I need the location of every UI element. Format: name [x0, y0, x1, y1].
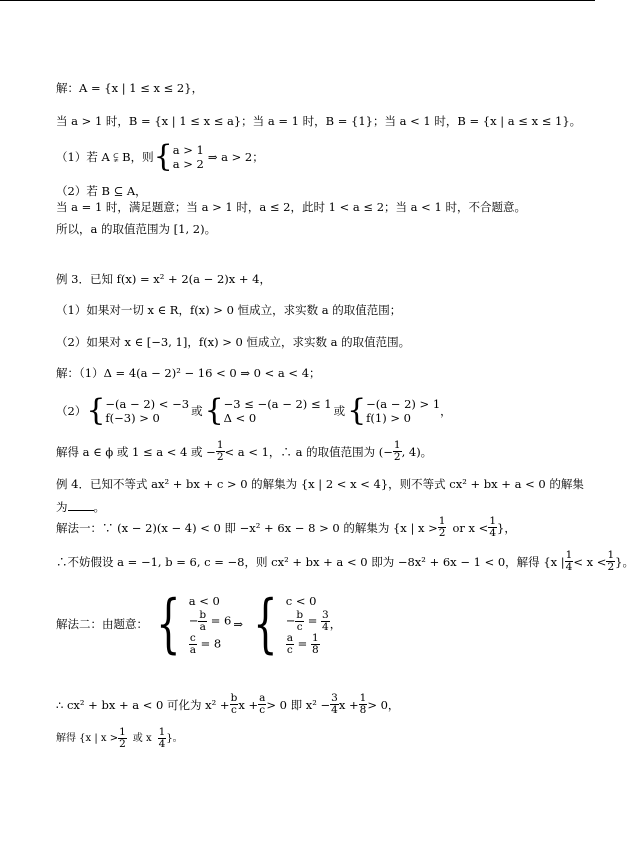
example-3-solution-2 [56, 393, 452, 428]
part1-prefix: （1）若 A ⫋ B，则 [56, 150, 154, 164]
text: > 0 即 x² − [266, 697, 331, 712]
system-a [105, 397, 189, 425]
implies-arrow: ⇒ [233, 617, 243, 631]
system-row: −3 ≤ −(a − 2) ≤ 1 [223, 397, 332, 411]
text: }。 [615, 554, 634, 569]
left-brace: { [347, 393, 367, 428]
system-row: −(a − 2) < −3 [105, 397, 190, 411]
solution-conclusion: 所以，a 的取值范围为 [1, 2)。 [56, 222, 217, 236]
result-text: < a < 1，∴ a 的取值范围为 (− [224, 444, 393, 459]
answer-blank [68, 498, 94, 511]
system-row: a > 2 [172, 157, 204, 171]
example-3-question-2: （2）如果对 x ∈ [−3, 1]，f(x) > 0 恒成立，求实数 a 的取值范围。 [56, 335, 411, 349]
solution-part2-body: 当 a = 1 时，满足题意；当 a > 1 时，a ≤ 2，此时 1 < a ≤ 2；当 a < 1 时，不合题意。 [56, 200, 526, 214]
example-3-title: 例 3．已知 f(x) = x² + 2(a − 2)x + 4， [56, 272, 271, 286]
fraction: $\frac{a}{c}$ [259, 692, 266, 716]
result-text: 解得 a ∈ ϕ 或 1 ≤ a < 4 或 − [56, 444, 216, 459]
solution-part2-head: （2）若 B ⊆ A， [56, 184, 147, 198]
fraction: $\frac{1}{4}$ [489, 515, 496, 539]
text: ∴ cx² + bx + a < 0 可化为 x² + [56, 697, 230, 712]
fraction: $\frac{1}{8}$ [359, 692, 367, 716]
fraction: $\frac{1}{4}$ [158, 726, 166, 750]
system-row: a < 0 [188, 594, 220, 608]
or-word: 或 [333, 404, 346, 418]
solution-line-1: 解：A = {x | 1 ≤ x ≤ 2}， [56, 81, 204, 95]
text: 解法一：∵ (x − 2)(x − 4) < 0 即 −x² + 6x − 8 > 0 的解集为 {x | x > [56, 520, 438, 535]
fraction: $\frac{1}{2}$ [438, 515, 446, 539]
left-brace: { [253, 587, 278, 661]
system-c [366, 397, 440, 425]
top-border-line [0, 0, 595, 1]
left-brace: { [153, 139, 173, 174]
text: ， [329, 617, 342, 631]
system-row: −(a − 2) > 1 [366, 397, 441, 411]
or-word: 或 [191, 404, 203, 418]
fraction: $\frac{1}{2}$ [119, 726, 126, 750]
system-left [189, 592, 232, 656]
fraction: $\frac{1}{2}$ [607, 549, 615, 573]
example-4-title: 例 4．已知不等式 ax² + bx + c > 0 的解集为 {x | 2 < x < 4}，则不等式 cx² + bx + a < 0 的解集 [56, 477, 584, 491]
fraction: $\frac{1}{2}$ [216, 439, 224, 463]
solution-line-2: 当 a > 1 时，B = {x | 1 ≤ x ≤ a}；当 a = 1 时，B = {1}；当 a < 1 时，B = {x | a ≤ x ≤ 1}。 [56, 114, 582, 128]
method-1-line-2 [56, 550, 634, 573]
text: 。 [93, 500, 105, 514]
system-row: − $\frac{b}{c}$ = $\frac{3}{4}$ [285, 609, 329, 633]
system-row: f(−3) > 0 [105, 411, 160, 425]
part1-system [173, 143, 204, 171]
text: or x < [452, 520, 489, 535]
text: ∴不妨假设 a = −1, b = 6, c = −8，则 cx² + bx + a < 0 即为 −8x² + 6x − 1 < 0，解得 {x | [56, 554, 565, 569]
left-brace: { [156, 587, 181, 661]
fraction: $\frac{1}{2}$ [393, 439, 401, 463]
system-b [224, 397, 332, 425]
text: > 0， [367, 697, 400, 712]
system-row: $\frac{a}{c}$ = $\frac{1}{8}$ [286, 632, 319, 656]
solution-2-suffix: ， [440, 404, 452, 418]
system-right [286, 592, 330, 656]
fraction: $\frac{1}{4}$ [565, 549, 573, 573]
system-row: a > 1 [172, 143, 204, 157]
text: x + [238, 697, 259, 712]
example-4-blank-line [56, 498, 105, 515]
text: }。 [166, 732, 183, 744]
part1-result: ⇒ a > 2； [207, 150, 264, 164]
text: x + [338, 697, 359, 712]
system-row: $\frac{c}{a}$ = 8 [189, 632, 222, 656]
text: 解得 {x | x > [56, 732, 119, 744]
text: 解法二：由题意： [56, 617, 148, 631]
example-3-question-1: （1）如果对一切 x ∈ R，f(x) > 0 恒成立，求实数 a 的取值范围； [56, 303, 402, 317]
system-row: c < 0 [285, 594, 317, 608]
solution-2-prefix: （2） [56, 404, 87, 418]
method-2-line-2 [56, 693, 399, 716]
left-brace: { [86, 393, 106, 428]
example-3-solution-1: 解：（1）Δ = 4(a − 2)² − 16 < 0 ⇒ 0 < a < 4； [56, 366, 321, 380]
result-text: , 4)。 [401, 444, 433, 459]
system-row: − $\frac{b}{a}$ = 6 [188, 609, 232, 633]
text: < x < [573, 554, 607, 569]
solution-part1 [56, 139, 264, 174]
text: 为 [56, 500, 68, 514]
text: }， [497, 520, 516, 535]
final-answer [56, 727, 183, 750]
text: 或 x [132, 732, 152, 744]
left-brace: { [204, 393, 224, 428]
system-row: Δ < 0 [223, 411, 257, 425]
system-row: f(1) > 0 [366, 411, 411, 425]
method-1-line-1 [56, 516, 516, 539]
method-2-system [56, 587, 342, 661]
example-3-result [56, 440, 432, 463]
fraction: $\frac{b}{c}$ [230, 692, 238, 716]
fraction: $\frac{3}{4}$ [331, 692, 338, 716]
